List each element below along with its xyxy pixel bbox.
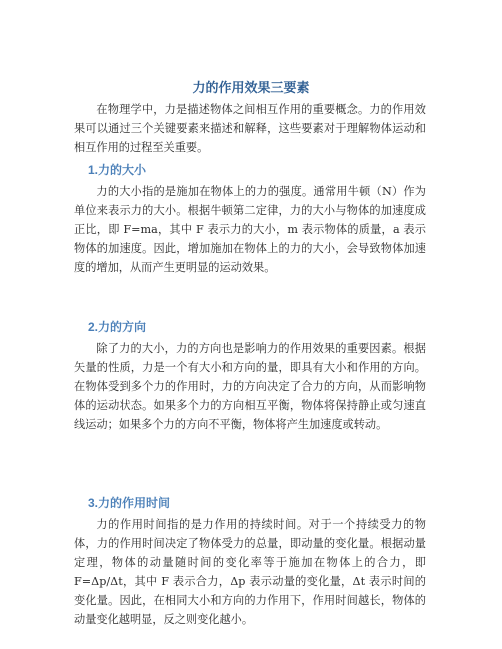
intro-paragraph: 在物理学中，力是描述物体之间相互作用的重要概念。力的作用效果可以通过三个关键要素来描述和解释，这些要素对于理解物体运动和相互作用的过程至关重要。	[74, 103, 426, 154]
section-heading-duration: 3.力的作用时间	[88, 496, 171, 510]
document-title: 力的作用效果三要素	[192, 80, 310, 95]
section-heading-magnitude: 1.力的大小	[88, 163, 147, 177]
section-body-direction: 除了力的大小，力的方向也是影响力的作用效果的重要因素。根据矢量的性质，力是一个有大小和方向的量，即具有大小和作用的方向。在物体受到多个力的作用时，力的方向决定了合力的方向，从而影响物体的运动状态。如果多个力的方向相互平衡，物体将保持静止或匀速直线运动；如果多个力的方向不平衡，物体将产生加速度或转动。	[74, 342, 426, 431]
section-body-duration: 力的作用时间指的是力作用的持续时间。对于一个持续受力的物体，力的作用时间决定了物体受力的总量，即动量的变化量。根据动量定理，物体的动量随时间的变化率等于施加在物体上的合力，即 F=Δp/Δt，其中 F 表示合力，Δp 表示动量的变化量，Δt 表示时间的变化量。因此，在相同大小和方向的力作用下，作用时间越长，物体的动量变化越明显，反之则变化越小。	[74, 518, 426, 626]
section-heading-direction: 2.力的方向	[88, 320, 147, 334]
section-body-magnitude: 力的大小指的是施加在物体上的力的强度。通常用牛顿（N）作为单位来表示力的大小。根据牛顿第二定律，力的大小与物体的加速度成正比，即 F=ma，其中 F 表示力的大小，m 表示物体的质量，a 表示物体的加速度。因此，增加施加在物体上的力的大小，会导致物体加速度的增加，从而产生更明显的运动效果。	[74, 185, 426, 274]
